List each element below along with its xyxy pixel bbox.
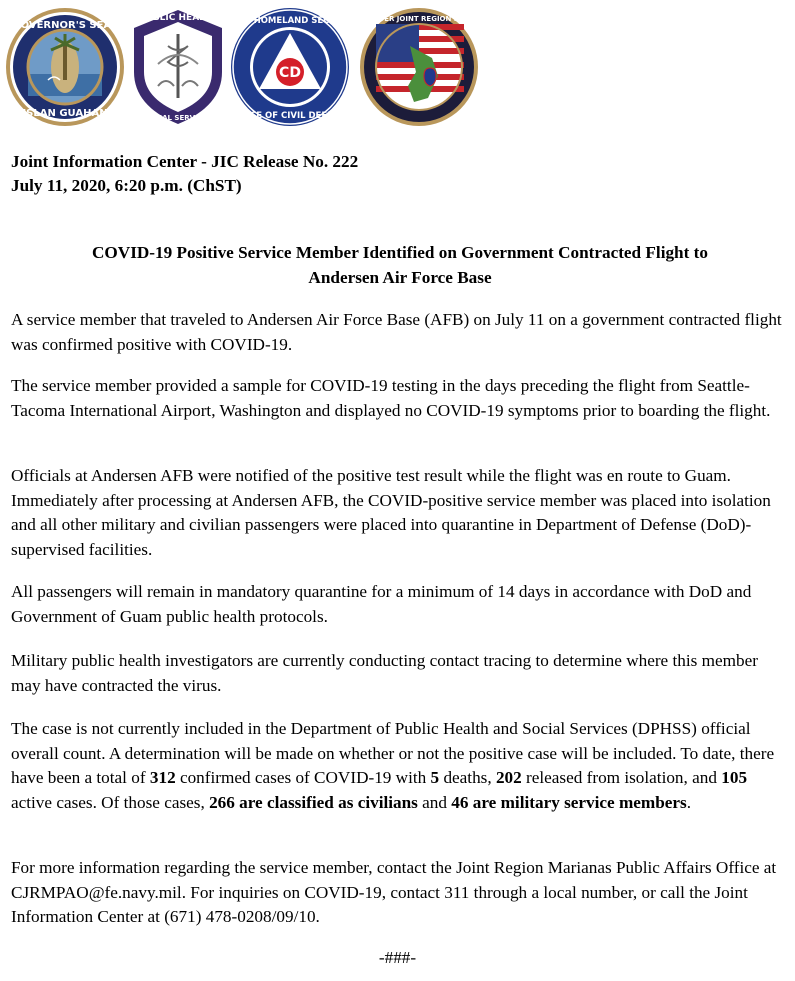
deaths-count: 5 <box>430 768 440 787</box>
release-header <box>11 150 358 198</box>
case-text: released from isolation, and <box>521 768 722 787</box>
paragraph-5: Military public health investigators are currently conducting contact tracing to determine where this member may have contracted the virus. <box>11 651 758 695</box>
paragraph-6 <box>11 717 791 815</box>
case-text: . <box>686 792 692 812</box>
svg-text:CD: CD <box>279 65 301 81</box>
paragraph-1: A service member that traveled to Andersen Air Force Base (AFB) on July 11 on a government contracted flight was confirmed positive with COVID-19. <box>11 310 782 354</box>
public-health-seal-icon <box>128 6 228 128</box>
svg-text:OFFICE OF CIVIL DEFENSE: OFFICE OF CIVIL DEFENSE <box>227 111 353 121</box>
case-text: active cases. Of those cases, <box>11 792 210 812</box>
svg-text:GUAM HOMELAND SECURITY: GUAM HOMELAND SECURITY <box>221 16 359 26</box>
homeland-security-seal-icon <box>221 6 359 128</box>
end-mark: -###- <box>378 948 417 967</box>
case-text: The case is not currently included in the Department of Public Health and Social Services (DPHSS) official overall count. A determination will be made on whether or not the positive case will be included. To date, there have been a total of <box>11 719 775 787</box>
title-line-2: Andersen Air Force Base <box>308 268 492 287</box>
governors-seal-icon <box>4 6 126 128</box>
release-date: July 11, 2020, 6:20 p.m. (ChST) <box>11 176 242 195</box>
paragraph-3: Officials at Andersen AFB were notified of the positive test result while the flight was en route to Guam. Immediately after processing at Andersen AFB, the COVID-positive service member was placed into isolation and all other military and civilian passengers were placed into quarantine in Department of Defense (DoD)-supervised facilities. <box>11 466 771 559</box>
svg-text:GOVERNOR'S SEAL: GOVERNOR'S SEAL <box>12 20 118 31</box>
military-cases: 46 are military service members <box>451 792 687 812</box>
title-line-1: COVID-19 Positive Service Member Identified on Government Contracted Flight to <box>92 243 708 262</box>
svg-text:SOCIAL SERVICES: SOCIAL SERVICES <box>143 114 213 122</box>
case-text: deaths, <box>439 768 496 787</box>
case-text: and <box>417 792 452 812</box>
svg-text:COMMANDER JOINT REGION MARIANA: COMMANDER JOINT REGION MARIANAS <box>342 15 496 23</box>
paragraph-4: All passengers will remain in mandatory quarantine for a minimum of 14 days in accordance with DoD and Government of Guam public health protocols. <box>11 582 752 626</box>
svg-text:ISLAN GUAHAN: ISLAN GUAHAN <box>22 108 108 119</box>
release-number: Joint Information Center - JIC Release No. 222 <box>11 152 359 171</box>
svg-text:PUBLIC HEALTH: PUBLIC HEALTH <box>138 13 218 23</box>
joint-region-seal-icon <box>342 6 496 128</box>
total-cases: 312 <box>149 768 176 787</box>
civilian-cases: 266 are classified as civilians <box>209 792 418 812</box>
paragraph-2: The service member provided a sample for COVID-19 testing in the days preceding the flight from Seattle-Tacoma International Airport, Washington and displayed no COVID-19 symptoms prior to boarding the flight. <box>11 376 771 420</box>
paragraph-7: For more information regarding the service member, contact the Joint Region Marianas Public Affairs Office at CJRMPAO@fe.navy.mil. For inquiries on COVID-19, contact 311 through a local number, or call the Joint Information Center at (671) 478-0208/09/10. <box>11 858 777 926</box>
active-count: 105 <box>721 768 748 787</box>
released-count: 202 <box>495 768 522 787</box>
case-text: confirmed cases of COVID-19 with <box>175 768 431 787</box>
release-title <box>20 240 780 290</box>
